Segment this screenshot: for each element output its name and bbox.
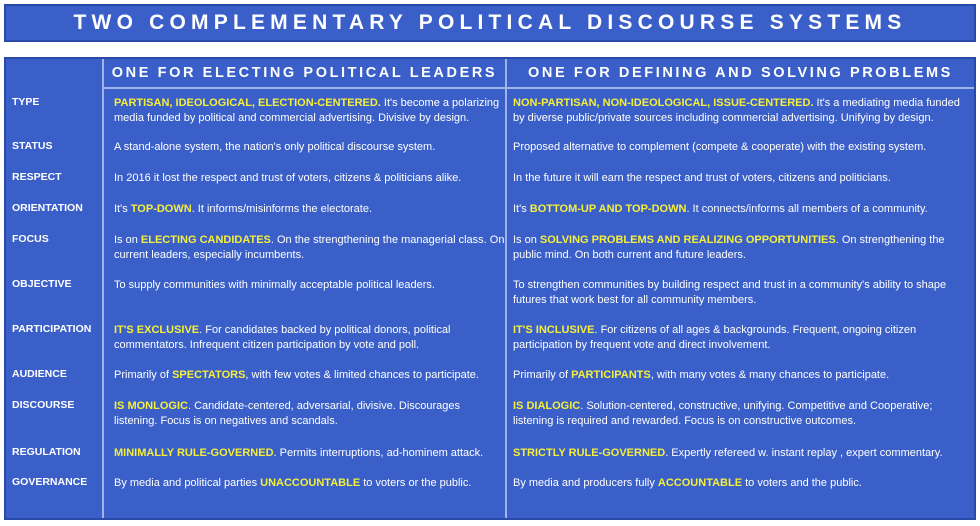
column-header-right: ONE FOR DEFINING AND SOLVING PROBLEMS (507, 59, 974, 89)
right-cell: IS DIALOGIC. Solution-centered, constructive, unifying. Competitive and Cooperative; listening is required and rewarded. Focus is on constructive outcomes. (513, 400, 933, 427)
left-cell: PARTISAN, IDEOLOGICAL, ELECTION-CENTERED. It's become a polarizing media funded by political and commercial advertising. Divisive by design. (114, 97, 500, 124)
row-label: REGULATION (12, 446, 81, 458)
right-cell: Proposed alternative to complement (compete & cooperate) with the existing system. (513, 141, 927, 153)
right-cell: STRICTLY RULE-GOVERNED. Expertly refereed w. instant replay , expert commentary. (513, 447, 943, 459)
left-cell: IT'S EXCLUSIVE. For candidates backed by political donors, political commentators. Infrequent citizen participation by vote and poll. (114, 324, 451, 351)
left-cell: A stand-alone system, the nation's only political discourse system. (114, 141, 436, 153)
column-header-left: ONE FOR ELECTING POLITICAL LEADERS (104, 59, 505, 89)
row-label: STATUS (12, 140, 53, 152)
left-cell: Is on ELECTING CANDIDATES. On the strengthening the managerial class. On current leaders, especially incumbents. (114, 234, 505, 261)
row-label: FOCUS (12, 233, 49, 245)
left-cell: In 2016 it lost the respect and trust of voters, citizens & politicians alike. (114, 172, 462, 184)
left-cell: Primarily of SPECTATORS, with few votes & limited chances to participate. (114, 369, 479, 381)
row-label: OBJECTIVE (12, 278, 72, 290)
left-cell: IS MONLOGIC. Candidate-centered, adversarial, divisive. Discourages listening. Focus is on negatives and scandals. (114, 400, 461, 427)
right-cell: It's BOTTOM-UP AND TOP-DOWN. It connects/informs all members of a community. (513, 203, 928, 215)
comparison-table (4, 57, 976, 520)
left-cell: To supply communities with minimally acceptable political leaders. (114, 279, 435, 291)
row-label: DISCOURSE (12, 399, 75, 411)
title-bar (4, 4, 976, 42)
row-label: RESPECT (12, 171, 62, 183)
page-title: TWO COMPLEMENTARY POLITICAL DISCOURSE SYSTEMS (73, 11, 907, 34)
right-cell: Is on SOLVING PROBLEMS AND REALIZING OPPORTUNITIES. On strengthening the public mind. On both current and future leaders. (513, 234, 945, 261)
left-cell: By media and political parties UNACCOUNTABLE to voters or the public. (114, 477, 472, 489)
row-label: AUDIENCE (12, 368, 67, 380)
right-cell: Primarily of PARTICIPANTS, with many votes & many chances to participate. (513, 369, 890, 381)
row-label: PARTICIPATION (12, 323, 92, 335)
row-label: GOVERNANCE (12, 476, 88, 488)
left-cell: It's TOP-DOWN. It informs/misinforms the electorate. (114, 203, 373, 215)
right-cell: By media and producers fully ACCOUNTABLE to voters and the public. (513, 477, 862, 489)
right-cell: NON-PARTISAN, NON-IDEOLOGICAL, ISSUE-CENTERED. It's a mediating media funded by diverse public/private sources including commercial advertising. Unifying by design. (513, 97, 960, 124)
row-label: ORIENTATION (12, 202, 83, 214)
right-cell: In the future it will earn the respect and trust of voters, citizens and politicians. (513, 172, 891, 184)
row-label: TYPE (12, 96, 40, 108)
right-cell: IT'S INCLUSIVE. For citizens of all ages & backgrounds. Frequent, ongoing citizen participation by frequent vote and direct involvement. (513, 324, 917, 351)
left-cell: MINIMALLY RULE-GOVERNED. Permits interruptions, ad-hominem attack. (114, 447, 484, 459)
right-cell: To strengthen communities by building respect and trust in a community's ability to shape futures that work best for all community members. (513, 279, 947, 306)
